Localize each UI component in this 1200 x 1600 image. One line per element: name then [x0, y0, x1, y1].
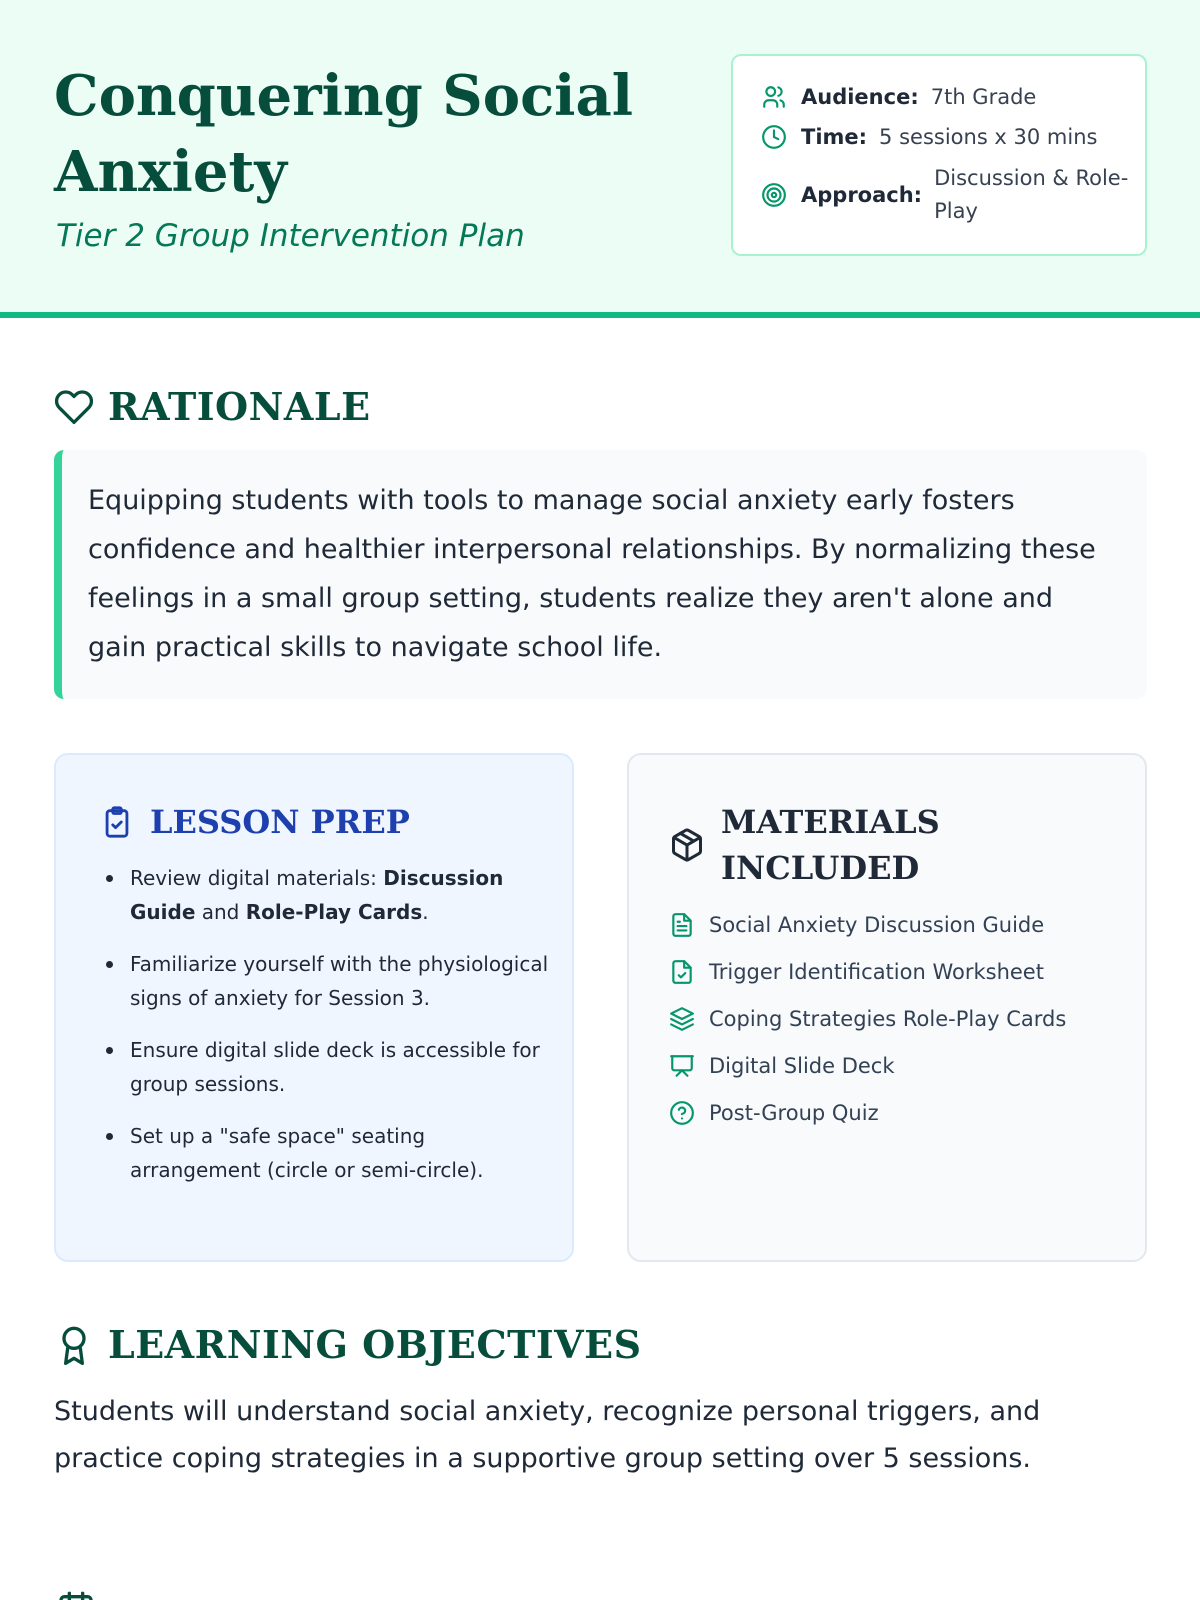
file-check-icon — [669, 959, 695, 985]
meta-card — [731, 54, 1147, 256]
material-label: Post-Group Quiz — [709, 1100, 879, 1125]
page-subtitle: Tier 2 Group Intervention Plan — [56, 218, 525, 254]
help-circle-icon — [669, 1100, 695, 1126]
material-label: Social Anxiety Discussion Guide — [709, 912, 1045, 937]
audience-label: Audience: — [801, 85, 919, 109]
material-item — [669, 1042, 1066, 1089]
file-text-icon — [669, 912, 695, 938]
materials-heading — [669, 799, 961, 891]
material-label: Trigger Identification Worksheet — [709, 959, 1044, 984]
materials-card — [627, 753, 1147, 1262]
item-text: Set up a "safe space" seating arrangement (circle or semi-circle). — [130, 1124, 484, 1182]
item-text: and — [195, 900, 246, 924]
materials-list — [669, 901, 1066, 1136]
emphasis-text: Discussion Guide — [130, 866, 504, 924]
time-label: Time: — [801, 125, 868, 149]
meta-time — [761, 124, 1097, 150]
lesson-prep-title: LESSON PREP — [150, 803, 410, 841]
lesson-prep-item — [130, 947, 550, 1015]
rationale-text: Equipping students with tools to manage social anxiety early fosters confidence and healthier interpersonal relationships. By normalizing these feelings in a small group setting, students realize they aren't alone and gain practical skills to navigate school life. — [88, 485, 1096, 663]
materials-title: MATERIALS INCLUDED — [721, 803, 940, 887]
approach-value: Discussion & Role-Play — [934, 166, 1129, 223]
header-banner — [0, 0, 1200, 318]
users-icon — [761, 84, 787, 110]
clock-icon — [761, 124, 787, 150]
calendar-icon — [56, 1590, 96, 1600]
material-item — [669, 948, 1066, 995]
rationale-title: RATIONALE — [108, 384, 371, 429]
layers-icon — [669, 1006, 695, 1032]
audience-value: 7th Grade — [930, 85, 1037, 109]
meta-audience — [761, 84, 1036, 110]
item-text: Familiarize yourself with the physiological signs of anxiety for Session 3. — [130, 952, 549, 1010]
heart-icon — [54, 387, 94, 427]
approach-label: Approach: — [801, 183, 923, 207]
clipboard-check-icon — [100, 805, 134, 839]
objectives-title: LEARNING OBJECTIVES — [108, 1322, 642, 1367]
objectives-heading — [54, 1322, 642, 1367]
time-value: 5 sessions x 30 mins — [879, 125, 1098, 149]
lesson-prep-item — [130, 861, 550, 929]
material-label: Coping Strategies Role-Play Cards — [709, 1006, 1067, 1031]
objectives-text: Students will understand social anxiety, recognize personal triggers, and practice coping strategies in a supportive group setting over 5 sessions. — [54, 1396, 1041, 1474]
item-text: . — [422, 900, 429, 924]
lesson-prep-card — [54, 753, 574, 1262]
lesson-prep-heading — [100, 799, 410, 845]
presentation-icon — [669, 1053, 695, 1079]
lesson-prep-list — [130, 861, 550, 1205]
material-item — [669, 1089, 1066, 1136]
page-title: Conquering Social Anxiety — [54, 63, 634, 205]
target-icon — [761, 182, 787, 208]
material-item — [669, 995, 1066, 1042]
material-item — [669, 901, 1066, 948]
lesson-prep-item — [130, 1119, 550, 1187]
meta-approach — [761, 162, 1144, 228]
package-icon — [669, 827, 705, 863]
material-label: Digital Slide Deck — [709, 1053, 895, 1078]
emphasis-text: Role-Play Cards — [245, 900, 423, 924]
rationale-heading — [54, 384, 371, 429]
item-text: Ensure digital slide deck is accessible for group sessions. — [130, 1038, 540, 1096]
rationale-box — [54, 450, 1147, 699]
award-icon — [54, 1325, 94, 1365]
item-text: Review digital materials: — [130, 866, 384, 890]
lesson-prep-item — [130, 1033, 550, 1101]
